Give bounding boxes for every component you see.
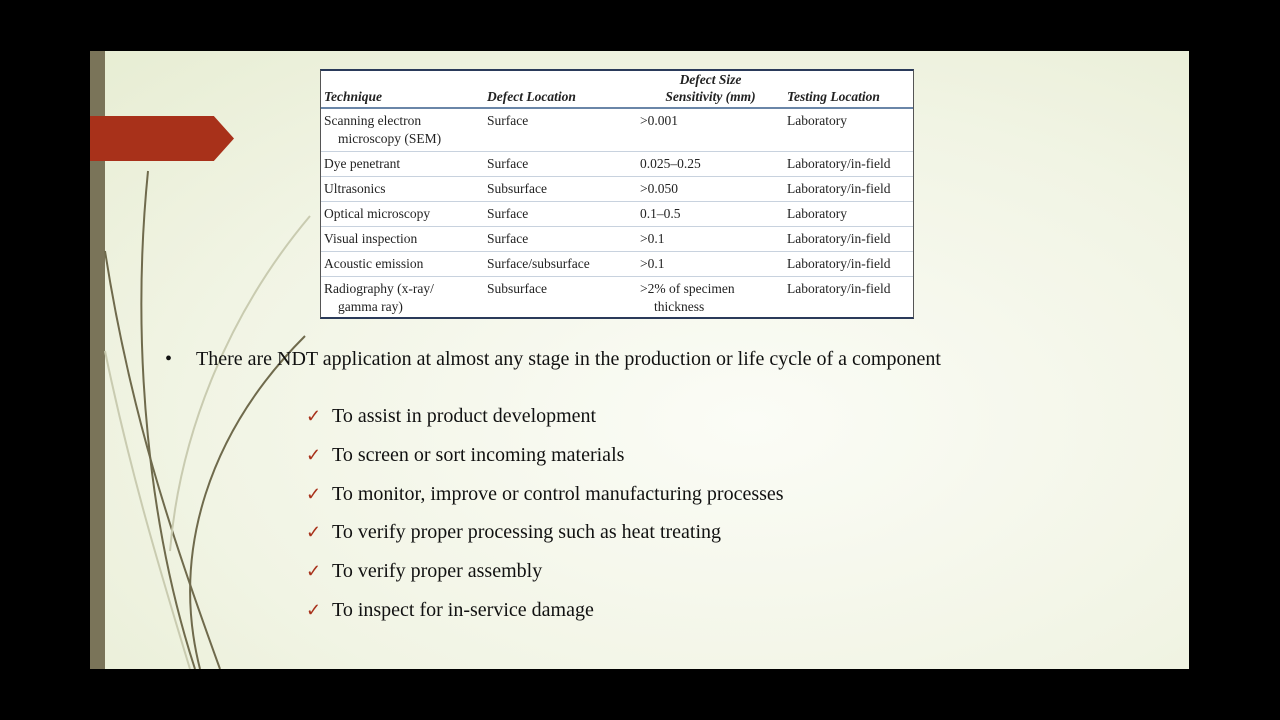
checkmark-icon: ✓ — [306, 406, 322, 426]
cell-defect-location — [484, 277, 637, 320]
cell-sensitivity — [637, 202, 784, 227]
bullet-text: There are NDT application at almost any stage in the production or life cycle of a component — [196, 348, 941, 370]
table-row — [321, 227, 913, 252]
cell-technique-text: Acoustic emission — [324, 256, 424, 271]
header-defect-location: Defect Location — [484, 71, 637, 108]
cell-technique — [321, 152, 484, 177]
cell-defect-location-text: Subsurface — [487, 181, 547, 196]
table-row — [321, 202, 913, 227]
checklist-item — [306, 405, 784, 444]
cell-technique-text-cont: gamma ray) — [338, 299, 403, 314]
checklist-item — [306, 521, 784, 560]
header-sensitivity — [637, 71, 784, 108]
checklist-item-text: To inspect for in-service damage — [332, 598, 594, 621]
cell-technique-text: Ultrasonics — [324, 181, 386, 196]
checklist-item-text: To verify proper processing such as heat treating — [332, 521, 722, 544]
cell-defect-location — [484, 227, 637, 252]
checklist — [306, 405, 784, 638]
cell-technique-text: Visual inspection — [324, 231, 418, 246]
cell-defect-location-text: Subsurface — [487, 281, 547, 296]
cell-defect-location-text: Surface — [487, 231, 529, 246]
cell-sensitivity-text: >0.1 — [640, 256, 665, 271]
checklist-item-text: To screen or sort incoming materials — [332, 443, 625, 466]
table-row — [321, 177, 913, 202]
checklist-item — [306, 483, 784, 522]
slide — [90, 51, 1189, 669]
cell-technique — [321, 252, 484, 277]
cell-testing-location-text: Laboratory/in-field — [787, 181, 891, 196]
bullet-marker: • — [165, 348, 173, 370]
cell-technique-text: Optical microscopy — [324, 206, 431, 221]
cell-defect-location — [484, 108, 637, 152]
cell-testing-location — [784, 277, 913, 320]
cell-sensitivity — [637, 227, 784, 252]
cell-technique — [321, 277, 484, 320]
cell-sensitivity-text: >0.001 — [640, 113, 678, 128]
cell-sensitivity-text-cont: thickness — [654, 299, 705, 314]
checklist-item-text: To assist in product development — [332, 405, 597, 427]
cell-defect-location — [484, 152, 637, 177]
cell-sensitivity-text: >0.1 — [640, 231, 665, 246]
checkmark-icon: ✓ — [306, 483, 322, 504]
checklist-item-text: To verify proper assembly — [332, 560, 543, 583]
cell-defect-location — [484, 252, 637, 277]
cell-sensitivity — [637, 152, 784, 177]
cell-technique-text: Radiography (x-ray/ — [324, 281, 434, 296]
ndt-techniques-table — [320, 69, 914, 319]
cell-testing-location-text: Laboratory/in-field — [787, 256, 891, 271]
cell-sensitivity — [637, 252, 784, 277]
title-arrow-shape — [90, 116, 234, 161]
cell-testing-location — [784, 202, 913, 227]
cell-defect-location-text: Surface/subsurface — [487, 256, 590, 271]
cell-testing-location-text: Laboratory/in-field — [787, 156, 891, 171]
cell-testing-location — [784, 108, 913, 152]
cell-testing-location — [784, 227, 913, 252]
cell-sensitivity-text: >2% of specimen — [640, 281, 735, 296]
cell-technique-text: Dye penetrant — [324, 156, 401, 171]
cell-sensitivity-text: 0.1–0.5 — [640, 206, 681, 221]
table-header-row — [321, 71, 913, 108]
cell-defect-location-text: Surface — [487, 156, 529, 171]
checklist-item — [306, 444, 784, 483]
cell-technique — [321, 227, 484, 252]
cell-testing-location — [784, 252, 913, 277]
checkmark-icon: ✓ — [306, 444, 322, 465]
cell-technique — [321, 108, 484, 152]
cell-testing-location-text: Laboratory — [787, 113, 847, 128]
table-row — [321, 152, 913, 177]
bullet-point — [165, 348, 941, 371]
cell-sensitivity — [637, 177, 784, 202]
table-row — [321, 277, 913, 320]
checkmark-icon: ✓ — [306, 522, 322, 543]
cell-testing-location-text: Laboratory/in-field — [787, 281, 891, 296]
table-row — [321, 108, 913, 152]
cell-technique-text: Scanning electron — [324, 113, 422, 128]
cell-testing-location-text: Laboratory — [787, 206, 847, 221]
checkmark-icon: ✓ — [306, 599, 322, 620]
cell-defect-location — [484, 177, 637, 202]
checklist-item-text: To monitor, improve or control manufacturing processes — [332, 482, 784, 505]
header-testing-location: Testing Location — [784, 71, 913, 108]
checklist-item — [306, 560, 784, 599]
header-technique: Technique — [321, 71, 484, 108]
cell-sensitivity-text: 0.025–0.25 — [640, 156, 701, 171]
cell-sensitivity — [637, 108, 784, 152]
cell-technique-text-cont: microscopy (SEM) — [338, 131, 442, 146]
checkmark-icon: ✓ — [306, 561, 322, 582]
cell-testing-location — [784, 177, 913, 202]
cell-defect-location — [484, 202, 637, 227]
header-sensitivity-line1: Defect Size — [679, 72, 742, 87]
cell-sensitivity-text: >0.050 — [640, 181, 678, 196]
cell-testing-location-text: Laboratory/in-field — [787, 231, 891, 246]
cell-sensitivity — [637, 277, 784, 320]
table-row — [321, 252, 913, 277]
cell-technique — [321, 202, 484, 227]
cell-technique — [321, 177, 484, 202]
checklist-item — [306, 599, 784, 638]
cell-testing-location — [784, 152, 913, 177]
cell-defect-location-text: Surface — [487, 206, 529, 221]
header-sensitivity-line2: Sensitivity (mm) — [665, 89, 756, 104]
cell-defect-location-text: Surface — [487, 113, 529, 128]
